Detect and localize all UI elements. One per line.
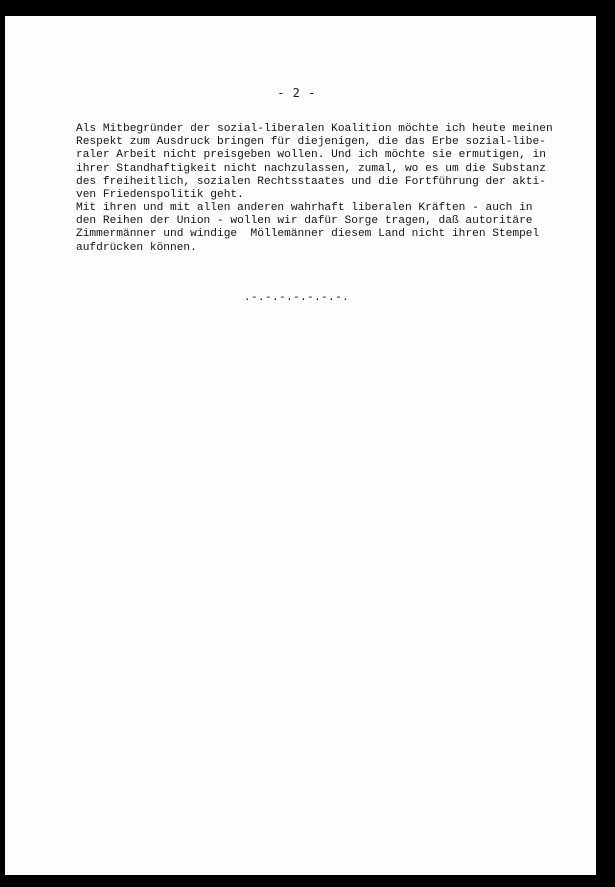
paragraph-liberale-kraefte: Mit ihren und mit allen anderen wahrhaft liberalen Kräften - auch in den Reihen der Union - wollen wir dafür Sorge tragen, daß autoritäre Zimmermänner und windige Möllemänner diesem Land nicht ihren Stempel aufdrücken können. — [76, 202, 540, 254]
document-sheet — [5, 16, 596, 875]
paragraph-koalition: Als Mitbegründer der sozial-liberalen Koalition möchte ich heute meinen Respekt zum Ausdruck bringen für diejenigen, die das Erbe sozial-libe- raler Arbeit nicht preisgeben wollen. Und ich möchte sie ermutigen, in ihrer Standhaftigkeit nicht nachzulassen, zumal, wo es um die Substanz des freiheitlich, sozialen Rechtsstaates und die Fortführung der akti- ven Friedenspolitik geht. — [76, 123, 553, 202]
scan-border-top — [0, 0, 615, 16]
scan-border-right — [596, 0, 615, 887]
page-number: - 2 - — [277, 86, 316, 100]
end-separator: .-.-.-.-.-.-.-. — [243, 292, 350, 304]
scan-border-bottom — [0, 875, 615, 887]
